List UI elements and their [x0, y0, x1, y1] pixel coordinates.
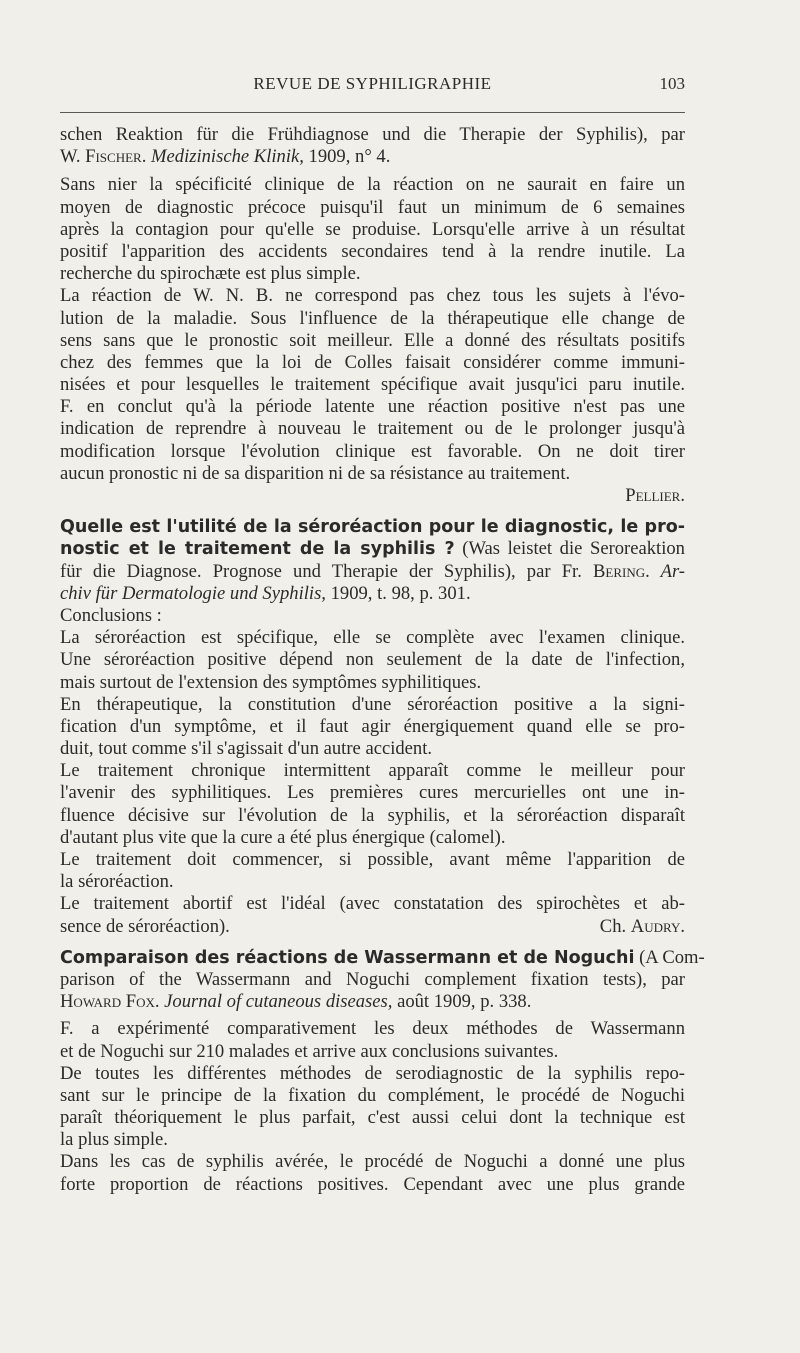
text-line: indication de reprendre à nouveau le traitement ou de le prolonger jusqu'à [60, 418, 685, 440]
text-line: Dans les cas de syphilis avérée, le procédé de Noguchi a donné une plus [60, 1151, 685, 1173]
text-line: Le traitement doit commencer, si possible, avant même l'apparition de [60, 849, 685, 870]
text-line: moyen de diagnostic précoce puisqu'il faut un minimum de 6 semaines [60, 196, 685, 218]
text-line: nostic et le traitement de la syphilis ? (Was leistet die Seroreaktion [60, 538, 685, 560]
article-title: Comparaison des réactions de Wassermann et de Noguchi [60, 947, 635, 968]
article-title: Quelle est l'utilité de la séroréaction pour le diagnostic, le pro- [60, 517, 685, 538]
page-number: 103 [659, 74, 685, 93]
header-rule [60, 112, 685, 113]
author-name: Howard Fox. [60, 991, 160, 1013]
text-line: chez des femmes que la loi de Colles faisait considérer comme immuni- [60, 351, 685, 373]
text-line: l'avenir des syphilitiques. Les premières cures mercurielles ont une in- [60, 782, 685, 804]
text-line: et de Noguchi sur 210 malades et arrive aux conclusions suivantes. [60, 1040, 559, 1062]
signature: Ch. Audry. [599, 915, 685, 937]
journal-title: Journal of cutaneous diseases, [164, 991, 393, 1013]
text-line: aucun pronostic ni de sa disparition ni de sa résistance au traitement. [60, 462, 571, 484]
text-line: mais surtout de l'extension des symptômes syphilitiques. [60, 671, 482, 693]
text-line: parison of the Wassermann and Noguchi complement fixation tests), par [60, 968, 685, 990]
text-line: recherche du spirochæte est plus simple. [60, 263, 361, 285]
text-line: après la contagion pour qu'elle se produise. Lorsqu'elle arrive à un résultat [60, 218, 685, 240]
author-name: Fischer. [85, 146, 147, 168]
text-line: duit, tout comme s'il s'agissait d'un autre accident. [60, 738, 433, 760]
text-line: chiv für Dermatologie und Syphilis, 1909, t. 98, p. 301. [60, 582, 471, 604]
text-line: Sans nier la spécificité clinique de la réaction on ne saurait en faire un [60, 174, 685, 196]
author-name: Bering. [593, 560, 650, 582]
text-line: Le traitement chronique intermittent apparaît comme le meilleur pour [60, 760, 685, 782]
text-line: De toutes les différentes méthodes de serodiagnostic de la syphilis repo- [60, 1062, 685, 1084]
text-line: W. Fischer. Medizinische Klinik, 1909, n° 4. [60, 146, 391, 168]
text-line: d'autant plus vite que la cure a été plus énergique (calomel). [60, 826, 506, 848]
text-line: Comparaison des réactions de Wassermann et de Noguchi (A Com- [60, 946, 705, 968]
text-line: Le traitement abortif est l'idéal (avec constatation des spirochètes et ab- [60, 893, 685, 915]
text-line: fluence décisive sur l'évolution de la syphilis, et la séroréaction disparaît [60, 804, 685, 826]
text-line: Howard Fox. Journal of cutaneous diseases, août 1909, p. 338. [60, 991, 532, 1013]
text-line: la séroréaction. [60, 871, 174, 893]
text-line: la plus simple. [60, 1129, 168, 1151]
text-line: sens sans que le pronostic soit meilleur. Elle a donné des résultats positifs [60, 329, 685, 351]
signature: Pellier. [625, 485, 685, 506]
article-title: nostic et le traitement de la syphilis ? [60, 539, 455, 560]
journal-title: chiv für Dermatologie und Syphilis, [60, 582, 326, 604]
text-line: La séroréaction est spécifique, elle se complète avec l'examen clinique. [60, 627, 685, 649]
text-line: schen Reaktion für die Frühdiagnose und die Therapie der Syphilis), par [60, 124, 685, 145]
text-line: fication d'un symptôme, et il faut agir énergiquement quand elle se pro- [60, 715, 685, 737]
text-line: nisées et pour lesquelles le traitement spécifique avait jusqu'ici paru inutile. [60, 374, 685, 396]
running-title: REVUE DE SYPHILIGRAPHIE [253, 74, 492, 93]
text-line: positif l'apparition des accidents secondaires tend à la rendre inutile. La [60, 240, 685, 262]
text-line: sant sur le principe de la fixation du complément, le procédé de Noguchi [60, 1084, 685, 1106]
text-line: sence de séroréaction). Ch. Audry. [60, 915, 685, 937]
text-line: F. en conclut qu'à la période latente une réaction positive n'est pas une [60, 396, 685, 418]
text-line: En thérapeutique, la constitution d'une séroréaction positive a la signi- [60, 693, 685, 715]
journal-title: Medizinische Klinik, [151, 146, 304, 168]
text-line: La réaction de W. N. B. ne correspond pas chez tous les sujets à l'évo- [60, 285, 685, 307]
text-line: modification lorsque l'évolution clinique est favorable. On ne doit tirer [60, 440, 685, 462]
text-line: Une séroréaction positive dépend non seulement de la date de l'infection, [60, 649, 685, 671]
text-line: F. a expérimenté comparativement les deux méthodes de Wassermann [60, 1018, 685, 1040]
text-line: paraît théoriquement le plus parfait, c'est aussi celui dont la technique est [60, 1107, 685, 1129]
body-text [60, 124, 705, 1196]
text-line: für die Diagnose. Prognose und Therapie der Syphilis), par Fr. Bering. Ar- [60, 560, 686, 582]
text-line: forte proportion de réactions positives. Cependant avec une plus grande [60, 1173, 685, 1195]
text-line: Conclusions : [60, 604, 162, 626]
running-header [60, 74, 685, 100]
text-line: lution de la maladie. Sous l'influence de la thérapeutique elle change de [60, 307, 685, 329]
